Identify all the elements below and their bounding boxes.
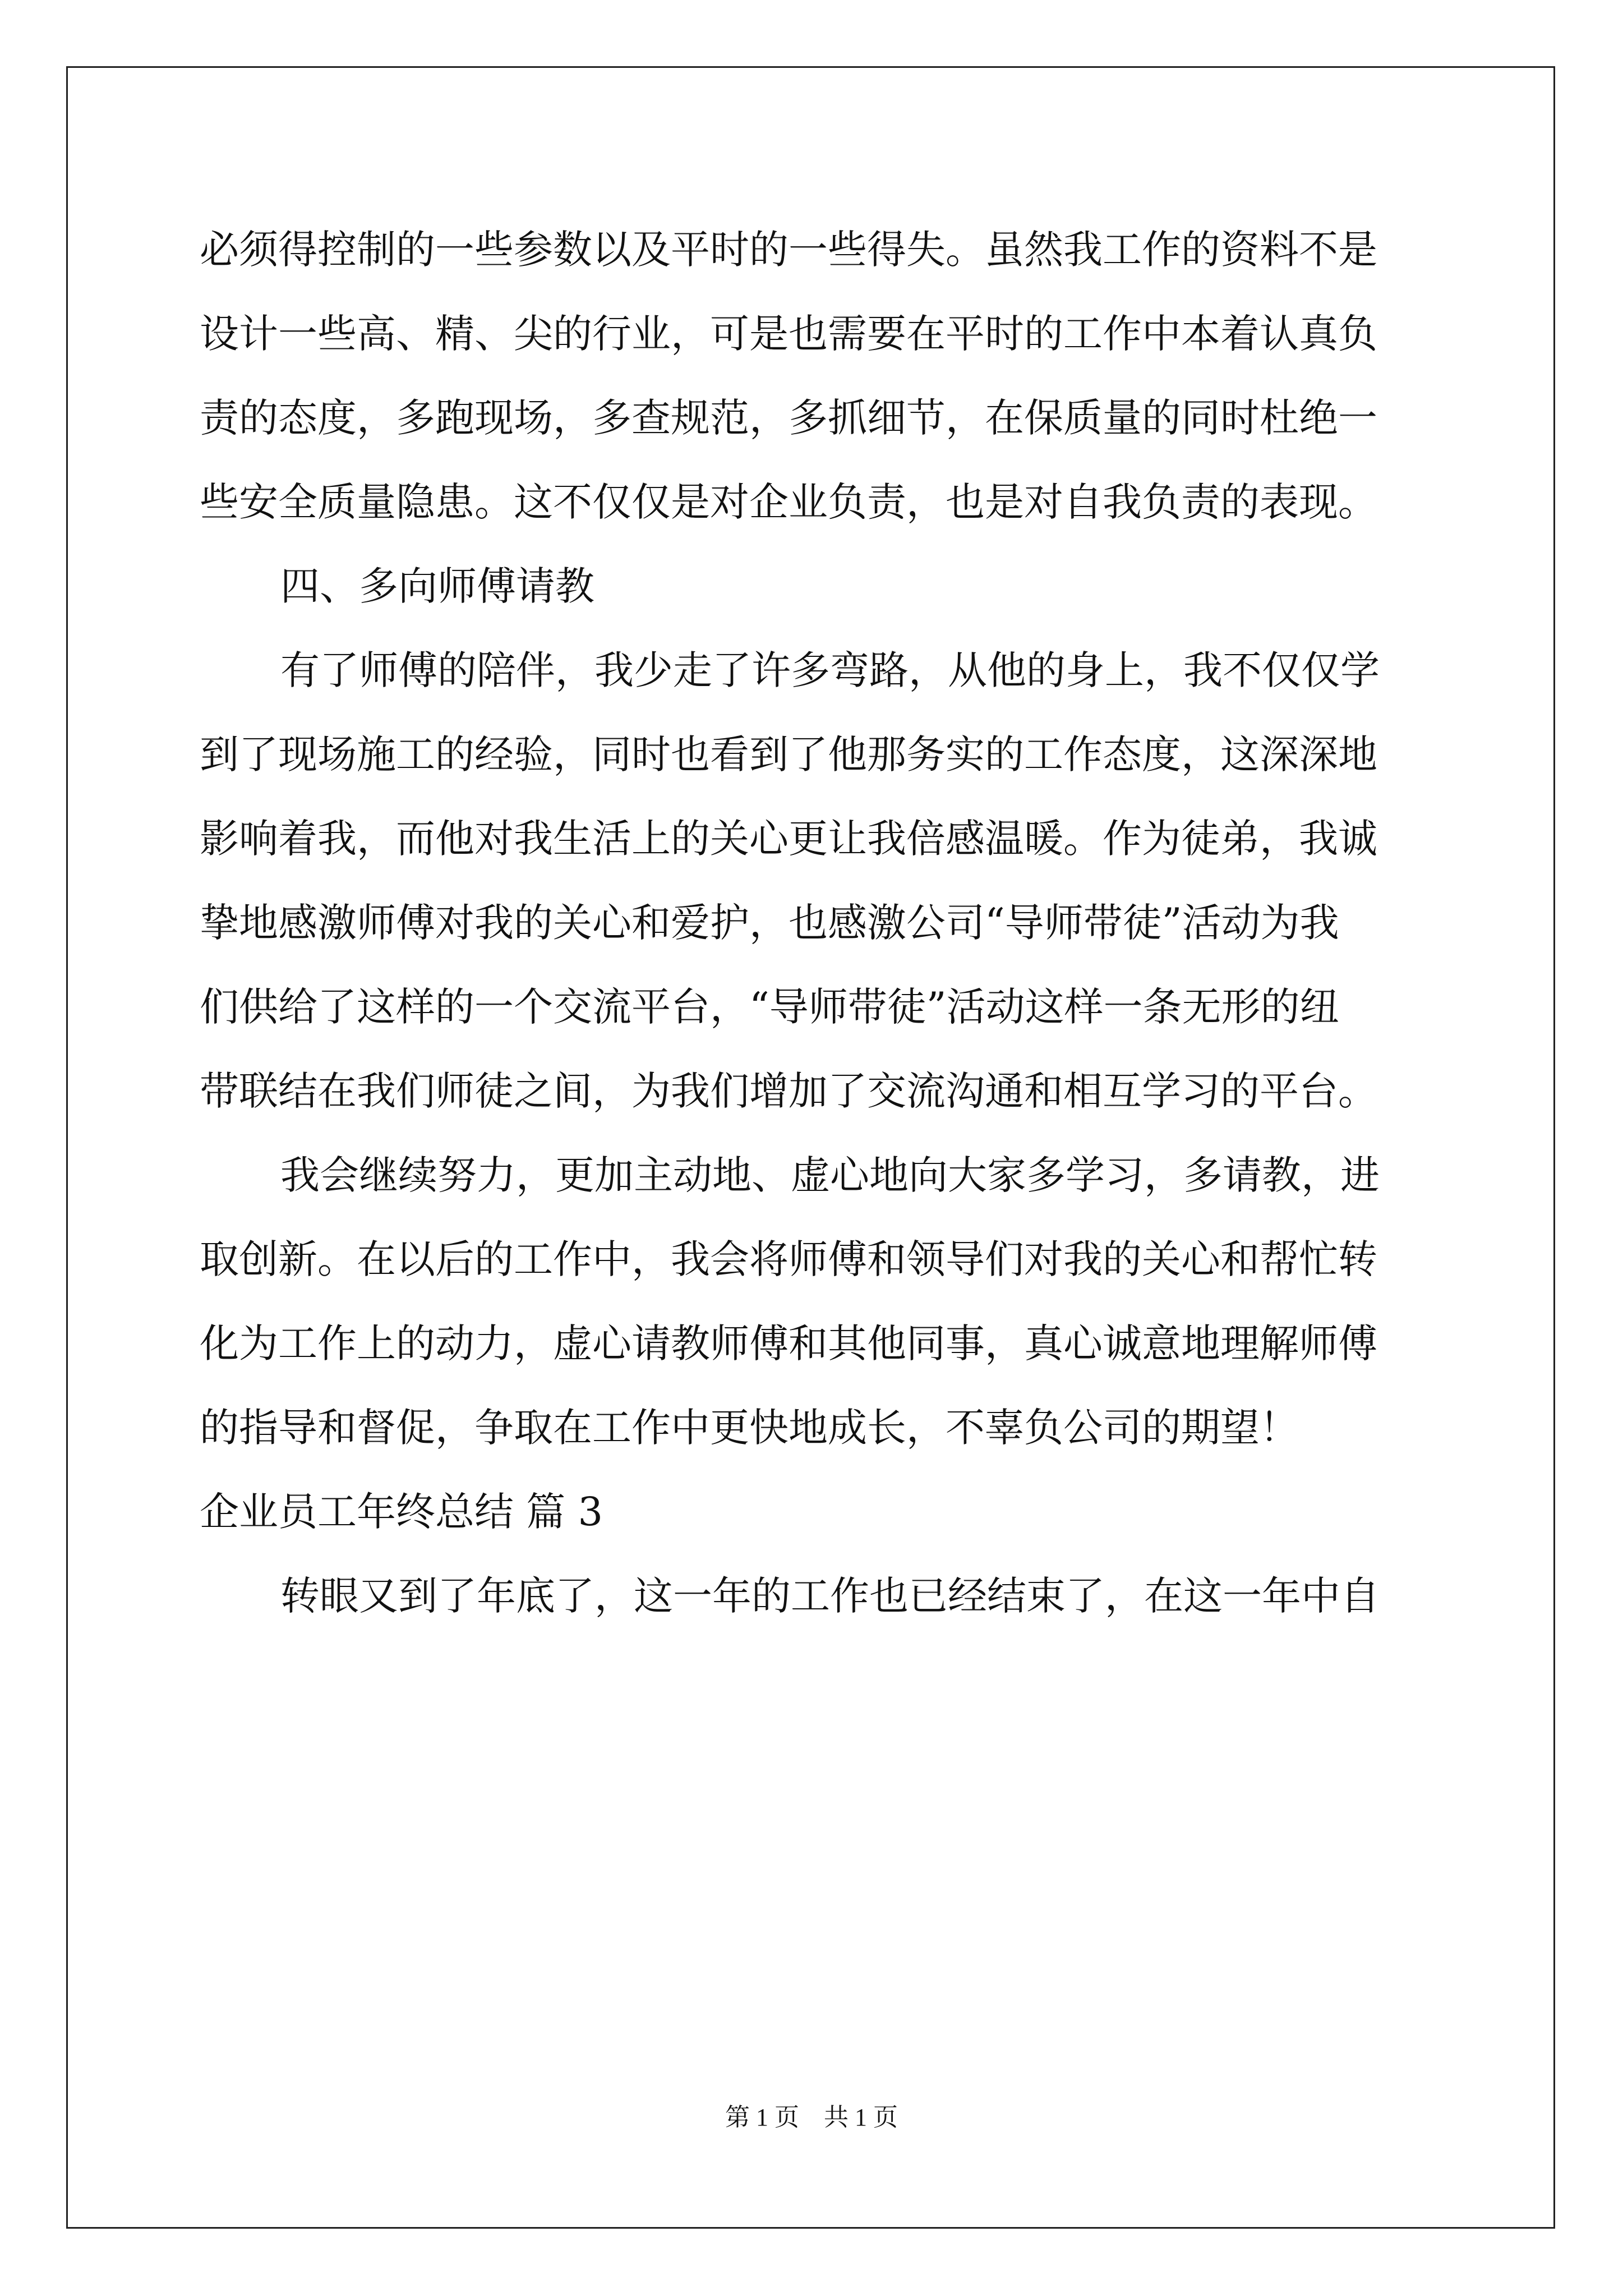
text-line: 些安全质量隐患。这不仅仅是对企业负责，也是对自我负责的表现。 [200,479,1377,525]
text-line: 责的态度，多跑现场，多查规范，多抓细节，在保质量的同时杜绝一 [200,395,1377,441]
text-line: 到了现场施工的经验，同时也看到了他那务实的工作态度，这深深地 [200,731,1377,777]
text-line: 有了师傅的陪伴，我少走了许多弯路，从他的身上，我不仅仅学 [280,647,1380,693]
text-line: 影响着我，而他对我生活上的关心更让我倍感温暖。作为徒弟，我诚 [200,816,1377,862]
text-line: 取创新。在以后的工作中，我会将师傅和领导们对我的关心和帮忙转 [200,1236,1377,1282]
text-line: 必须得控制的一些参数以及平时的一些得失。虽然我工作的资料不是 [200,227,1377,273]
page-footer: 第 1 页 共 1 页 [725,2104,898,2131]
text-line: 的指导和督促，争取在工作中更快地成长，不辜负公司的期望！ [200,1405,1299,1451]
article-heading: 企业员工年终总结 篇 3 [200,1489,603,1535]
text-line: 们供给了这样的一个交流平台，“导师带徒”活动这样一条无形的纽 [200,984,1339,1030]
text-line: 带联结在我们师徒之间，为我们增加了交流沟通和相互学习的平台。 [200,1068,1377,1114]
section-heading: 四、多向师傅请教 [280,563,594,609]
text-line: 转眼又到了年底了，这一年的工作也已经结束了，在这一年中自 [280,1573,1380,1619]
text-line: 设计一些高、精、尖的行业，可是也需要在平时的工作中本着认真负 [200,311,1377,357]
page-border [66,66,1555,2229]
text-line: 我会继续努力，更加主动地、虚心地向大家多学习，多请教，进 [280,1152,1380,1198]
text-line: 化为工作上的动力，虚心请教师傅和其他同事，真心诚意地理解师傅 [200,1320,1377,1366]
text-line: 挚地感激师傅对我的关心和爱护，也感激公司“导师带徒”活动为我 [200,900,1339,946]
